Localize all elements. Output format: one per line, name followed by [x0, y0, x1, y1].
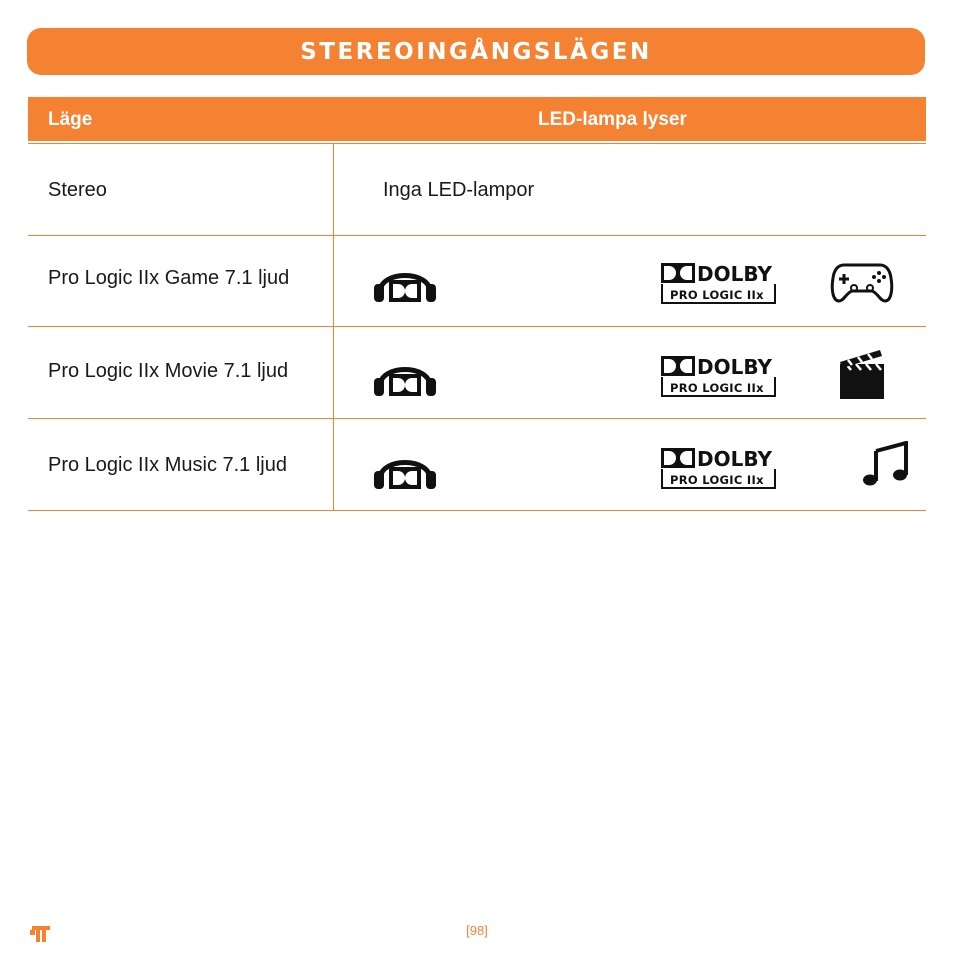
- dolby-pro-logic-logo: DOLBY PRO LOGIC IIx: [661, 262, 777, 306]
- table-row: [28, 419, 926, 511]
- table-header: [28, 97, 926, 141]
- table-row: [28, 327, 926, 419]
- table-row: [28, 144, 926, 236]
- page-title: STEREOINGÅNGSLÄGEN: [300, 38, 652, 65]
- mode-label: Pro Logic IIx Music 7.1 ljud: [48, 454, 287, 476]
- mode-label: Pro Logic IIx Movie 7.1 ljud: [48, 360, 289, 382]
- dolby-headphone-icon: [372, 447, 438, 491]
- dolby-headphone-icon: [372, 260, 438, 304]
- modes-table: [28, 97, 926, 511]
- mode-label: Stereo: [48, 179, 107, 201]
- header-led: LED-lampa lyser: [538, 109, 687, 130]
- led-text: Inga LED-lampor: [383, 179, 535, 201]
- page-number: [98]: [466, 923, 488, 938]
- dolby-pro-logic-logo: DOLBY PRO LOGIC IIx: [661, 447, 777, 491]
- header-mode: Läge: [48, 109, 93, 130]
- title-banner: [27, 28, 925, 75]
- table-row: [28, 236, 926, 327]
- clapperboard-icon: [838, 348, 888, 400]
- dolby-headphone-icon: [372, 354, 438, 398]
- gamepad-icon: [830, 262, 894, 304]
- dolby-pro-logic-logo: DOLBY PRO LOGIC IIx: [661, 355, 777, 399]
- mode-label: Pro Logic IIx Game 7.1 ljud: [48, 267, 290, 289]
- music-note-icon: [862, 441, 910, 487]
